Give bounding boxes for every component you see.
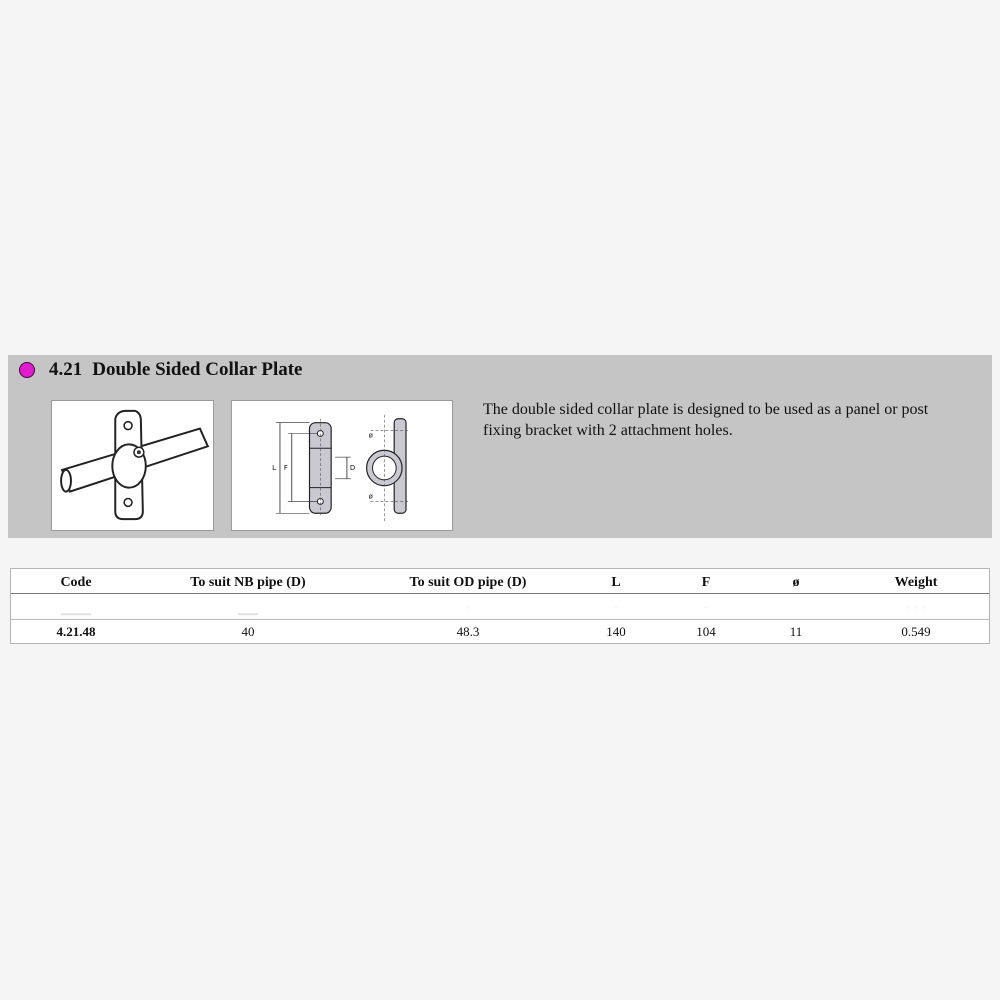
product-photo xyxy=(51,400,214,531)
header-nb-pipe: To suit NB pipe (D) xyxy=(190,575,306,590)
cell-nb-pipe: 40 xyxy=(241,624,255,639)
label-f: F xyxy=(283,463,288,472)
ghost-cell: ▁▁ xyxy=(238,600,258,615)
label-d: D xyxy=(349,463,356,472)
spec-table xyxy=(10,568,990,644)
header-od-pipe: To suit OD pipe (D) xyxy=(409,575,527,590)
header-f: F xyxy=(701,575,711,590)
cell-od-pipe: 48.3 xyxy=(456,624,480,639)
collar-plate-dimension-diagram xyxy=(232,401,452,530)
cell-dia: 11 xyxy=(789,624,803,639)
cell-f: 104 xyxy=(696,624,716,639)
ghost-cell: · xyxy=(703,600,709,615)
faded-ghost-row xyxy=(11,596,989,620)
ghost-cell: ▁▁▁ xyxy=(61,600,91,615)
collar-plate-illustration xyxy=(52,401,213,530)
cell-weight: 0.549 xyxy=(901,624,931,639)
section-title xyxy=(49,359,303,381)
table-header-row xyxy=(11,571,989,595)
label-dia-top: ø xyxy=(368,431,373,440)
ghost-cell: · xyxy=(613,600,619,615)
section-bullet-icon xyxy=(19,362,35,378)
label-dia-bottom: ø xyxy=(368,492,373,501)
label-l: L xyxy=(272,463,276,472)
section-title-text: Double Sided Collar Plate xyxy=(92,359,303,380)
ghost-cell: · xyxy=(465,600,471,615)
header-dia: ø xyxy=(792,575,800,590)
product-description: The double sided collar plate is designed to be used as a panel or post fixing bracket with 2 attachment holes. xyxy=(483,401,929,439)
header-weight: Weight xyxy=(894,575,938,590)
dimension-drawing xyxy=(231,400,453,531)
cell-code: 4.21.48 xyxy=(56,624,96,639)
ghost-cell: · · · xyxy=(906,600,926,615)
section-number: 4.21 xyxy=(49,359,83,380)
cell-l: 140 xyxy=(606,624,626,639)
header-code: Code xyxy=(60,575,92,590)
product-header-panel xyxy=(8,355,992,538)
table-row xyxy=(11,620,989,644)
header-l: L xyxy=(611,575,621,590)
header-divider xyxy=(11,593,989,594)
